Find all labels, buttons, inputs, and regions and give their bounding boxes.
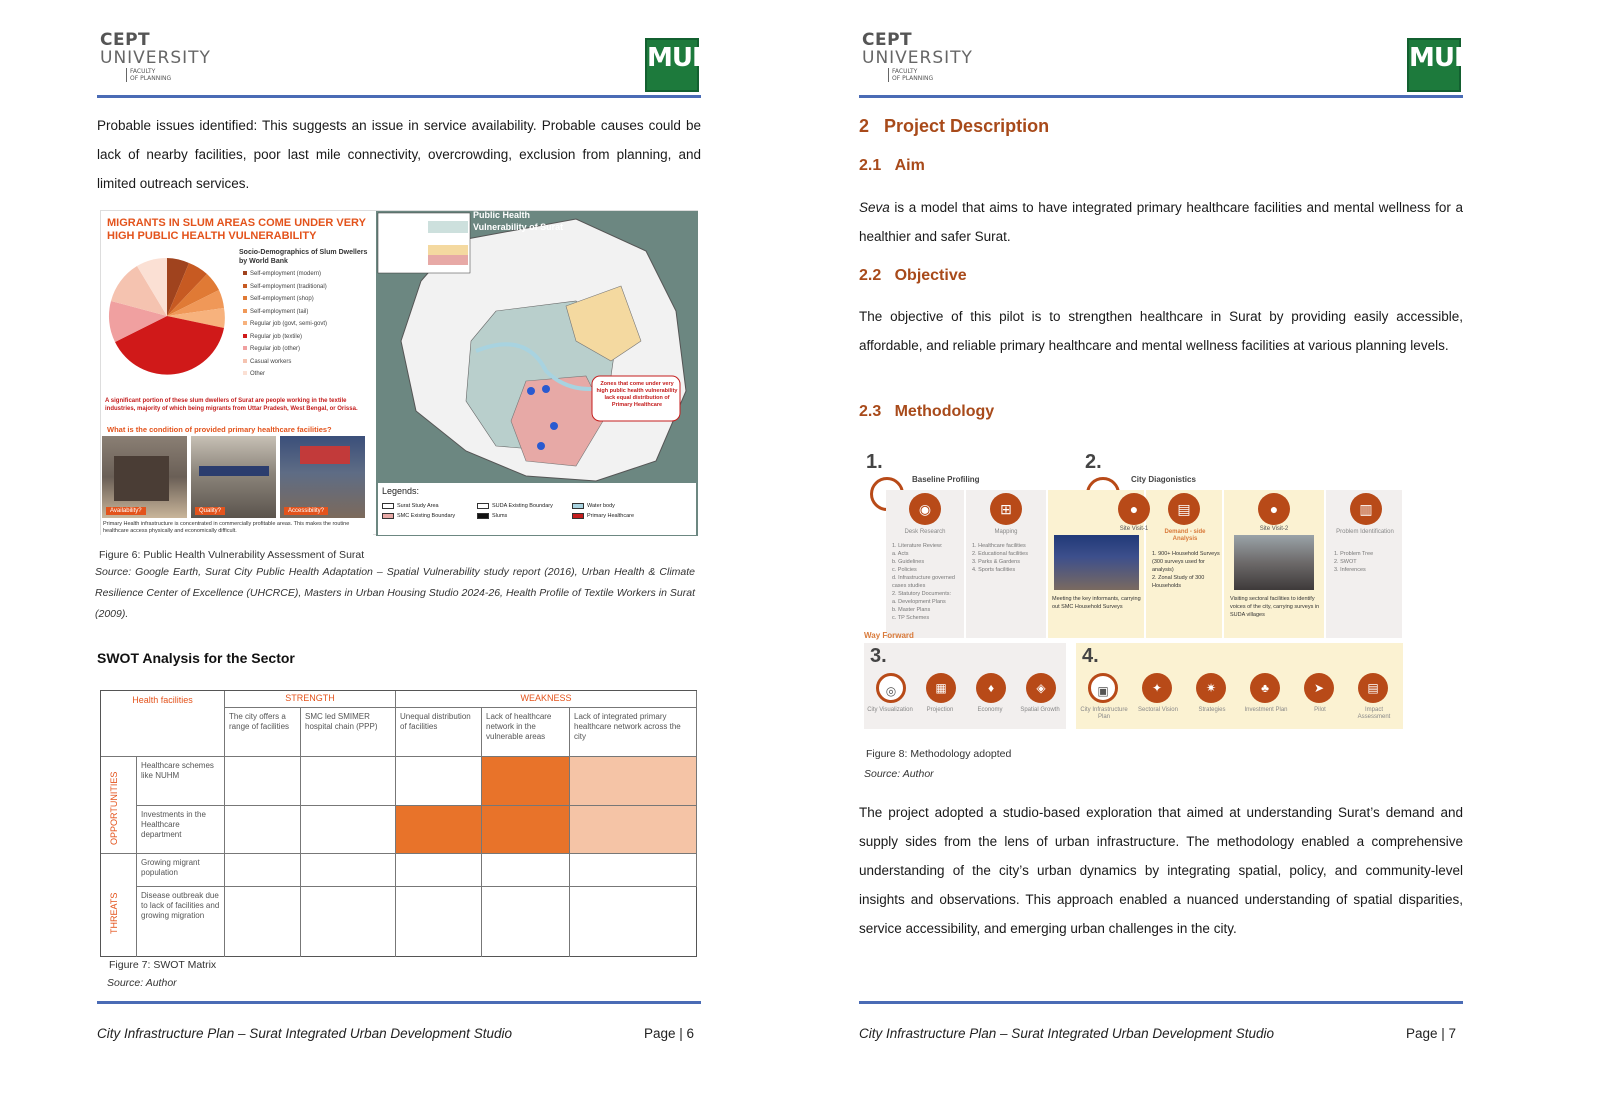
map-legend-item: SMC Existing Boundary <box>382 511 477 521</box>
pie-legend-item: Regular job (textile) <box>243 331 327 344</box>
legend-swatch <box>243 271 247 275</box>
desk-research-list <box>892 542 964 622</box>
intro-paragraph: Probable issues identified: This suggests an issue in service availability. Probable causes could be lack of nearby facilities, poor last mile connectivity, overcrowding, exclusion from planning, and limited outreach services. <box>97 118 701 191</box>
closing-paragraph: The project adopted a studio-based exploration that aimed at understanding Surat’s demand and supply sides from the lens of urban infrastructure. The methodology enabled a comprehensive understanding of the city’s urban dynamics by integrating spatial, policy, and community-level insights and observations. This approach enabled a nuanced understanding of spatial disparities, service accessibility, and emerging urban challenges in the city. <box>859 805 1463 936</box>
swot-col-4: Lack of healthcare network in the vulnerable areas <box>482 708 570 757</box>
pie-legend-item: Other <box>243 368 327 381</box>
facility-photo-1: Availability? <box>102 436 187 518</box>
map-legend-title: Legends: <box>382 486 420 496</box>
legend-swatch <box>243 334 247 338</box>
vulnerability-map <box>376 211 698 536</box>
bar-chart-icon: ▥ <box>1350 493 1382 525</box>
location-pin-icon: ● <box>1118 493 1150 525</box>
site-visit-photo-1 <box>1054 535 1139 590</box>
list-item: 2. Zonal Study of 300 Households <box>1152 575 1205 589</box>
list-item: cases studies <box>892 583 926 589</box>
mapping-list <box>972 542 1044 574</box>
site-visit-photo-2 <box>1234 535 1314 590</box>
swot-col-5: Lack of integrated primary healthcare network across the city <box>570 708 697 757</box>
swot-cell-highlight <box>570 757 697 806</box>
step-item-label: City Infrastructure Plan <box>1080 707 1128 720</box>
swot-cell-highlight <box>396 806 482 854</box>
header-rule <box>97 95 701 98</box>
legend-swatch <box>243 346 247 350</box>
page-number: Page | 7 <box>1406 1026 1457 1041</box>
map-legend-item: Water body <box>572 501 667 511</box>
way-forward-label: Way Forward <box>864 631 914 640</box>
page-number: Page | 6 <box>644 1026 695 1041</box>
list-item: c. Policies <box>892 567 917 573</box>
footer-rule <box>859 1001 1463 1004</box>
step-item-label: Projection <box>926 707 954 713</box>
map-legend-item: Surat Study Area <box>382 501 477 511</box>
step-item-icon: ✦ <box>1142 673 1172 703</box>
facility-photo-3: Accessibility? <box>280 436 365 518</box>
map-legend-item: SUDA Existing Boundary <box>477 501 572 511</box>
pie-chart <box>105 251 235 386</box>
swot-col-3: Unequal distribution of facilities <box>396 708 482 757</box>
step-item-icon: ◈ <box>1026 673 1056 703</box>
demand-list <box>1152 550 1220 590</box>
swot-cell-highlight <box>482 806 570 854</box>
step-item-icon: ♦ <box>976 673 1006 703</box>
swot-corner: Health facilities <box>101 691 225 757</box>
pie-legend-item: Self-employment (tail) <box>243 306 327 319</box>
swot-matrix <box>100 690 697 957</box>
step4-items <box>1078 671 1403 729</box>
objective-heading: 2.2 Objective <box>859 267 967 284</box>
list-item: 2. Statutory Documents: <box>892 591 951 597</box>
step-item-label: Impact Assessment <box>1357 707 1391 720</box>
strength-header: STRENGTH <box>225 691 396 708</box>
map-legend-item: Primary Healthcare <box>572 511 667 521</box>
pie-legend-item: Self-employment (shop) <box>243 293 327 306</box>
step-item-label: Pilot <box>1314 707 1326 713</box>
infrastructure-note: Primary Health infrastructure is concentrated in commercially profitable areas. This makes the routine healthcare access physically and economically difficult. <box>103 521 350 534</box>
map-icon: ⊞ <box>990 493 1022 525</box>
legend-swatch <box>243 359 247 363</box>
swot-heading: SWOT Analysis for the Sector <box>97 650 295 666</box>
figure-8-source: Source: Author <box>864 768 934 780</box>
swot-col-1: The city offers a range of facilities <box>225 708 301 757</box>
legend-swatch <box>243 309 247 313</box>
legend-swatch <box>243 284 247 288</box>
step-item-label: Economy <box>977 707 1003 713</box>
swot-row-1: Healthcare schemes like NUHM <box>137 757 225 806</box>
cept-university-logo: CEPT UNIVERSITY FACULTY OF PLANNING <box>862 30 973 82</box>
step-item-icon: ▤ <box>1358 673 1388 703</box>
list-item: 1. 900+ Household Surveys <box>1152 551 1220 557</box>
figure-7-caption: Figure 7: SWOT Matrix <box>109 959 217 971</box>
step-item-label: Strategies <box>1198 707 1226 713</box>
facility-photo-2: Quality? <box>191 436 276 518</box>
methodology-heading: 2.3 Methodology <box>859 403 995 420</box>
list-item: 2. Educational facilities <box>972 551 1028 557</box>
location-pin-icon: ● <box>1258 493 1290 525</box>
pie-legend-item: Regular job (other) <box>243 343 327 356</box>
list-item: a. Development Plans <box>892 599 946 605</box>
list-item: 2. SWOT <box>1334 559 1357 565</box>
mui-logo: MUI <box>645 38 699 92</box>
pie-legend <box>243 268 327 381</box>
step-item-label: Investment Plan <box>1244 707 1288 713</box>
legend-swatch <box>243 321 247 325</box>
step-item-label: Spatial Growth <box>1020 707 1060 713</box>
list-item: 4. Sports facilities <box>972 567 1016 573</box>
threats-label-cell: THREATS <box>101 854 137 957</box>
map-legend <box>382 501 682 521</box>
opportunities-label-cell: OPPORTUNITIES <box>101 757 137 854</box>
pie-legend-item: Self-employment (modern) <box>243 268 327 281</box>
figure-8-caption: Figure 8: Methodology adopted <box>866 748 1012 760</box>
list-item: (300 surveys used for analysis) <box>1152 559 1205 573</box>
map-legend-item: Slums <box>477 511 572 521</box>
footer-title: City Infrastructure Plan – Surat Integrated Urban Development Studio <box>97 1026 512 1041</box>
pie-legend-item: Self-employment (traditional) <box>243 281 327 294</box>
step-item-icon: ◎ <box>876 673 906 703</box>
step-item-label: City Visualization <box>867 707 913 713</box>
objective-paragraph: The objective of this pilot is to strengthen healthcare in Surat by providing easily accessible, affordable, and reliable primary healthcare and mental wellness facilities at various planning levels. <box>859 309 1463 353</box>
swot-row-3: Growing migrant population <box>137 854 225 887</box>
figure-6-vulnerability-assessment <box>100 210 698 535</box>
list-item: c. TP Schemes <box>892 615 930 621</box>
footer-title: City Infrastructure Plan – Surat Integrated Urban Development Studio <box>859 1026 1274 1041</box>
list-item: d. Infrastructure governed <box>892 575 955 581</box>
list-item: 1. Problem Tree <box>1334 551 1374 557</box>
list-item: 1. Literature Review: <box>892 543 943 549</box>
footer-rule <box>97 1001 701 1004</box>
list-item: b. Master Plans <box>892 607 931 613</box>
pie-legend-item: Regular job (govt, semi-govt) <box>243 318 327 331</box>
problem-list <box>1334 550 1400 574</box>
step-item-icon: ♣ <box>1250 673 1280 703</box>
swot-col-2: SMC led SMIMER hospital chain (PPP) <box>301 708 396 757</box>
desk-research-icon: ◉ <box>909 493 941 525</box>
figure-headline: MIGRANTS IN SLUM AREAS COME UNDER VERY HIGH PUBLIC HEALTH VULNERABILITY <box>107 217 366 242</box>
mui-logo: MUI <box>1407 38 1461 92</box>
step-item-icon: ✷ <box>1196 673 1226 703</box>
swot-row-4: Disease outbreak due to lack of facilities and growing migration <box>137 887 225 957</box>
step-item-icon: ➤ <box>1304 673 1334 703</box>
step-item-label: Sectoral Vision <box>1138 707 1178 713</box>
figure-6-source: Source: Google Earth, Surat City Public Health Adaptation – Spatial Vulnerability study report (2016), Urban Health & Climate Resilience Center of Excellence (UHCRCE), Masters in Urban Housing Studio 2024-26, Health Profile of Textile Workers in Surat (2009). <box>95 566 695 620</box>
swot-cell-highlight <box>482 757 570 806</box>
section-heading: 2 Project Description <box>859 116 1050 136</box>
list-item: a. Acts <box>892 551 909 557</box>
facility-question: What is the condition of provided primary healthcare facilities? <box>107 425 332 434</box>
list-item: 1. Healthcare facilities <box>972 543 1026 549</box>
map-title: Public Health Vulnerability of Surat <box>473 211 564 232</box>
cept-university-logo: CEPT UNIVERSITY FACULTY OF PLANNING <box>100 30 211 82</box>
aim-paragraph: Seva is a model that aims to have integrated primary healthcare facilities and mental wellness for a healthier and safer Surat. <box>859 200 1463 244</box>
page-7 <box>800 0 1600 1119</box>
pie-legend-item: Casual workers <box>243 356 327 369</box>
methodology-figure: 1. Baseline Profiling 2. City Diagonistics ◉ Desk Research 1. Literature Review: a. Acts b. Guidelines c. Policies d. Infrastructure governed cases studies 2. Statutory Documents: a. Development Plans b. Master Plans c. TP Schemes ⊞ Mapping 1. Healthcare facilities 2. Educational facilities 3. Parks & Gardens 4. Sports facilities ● Site Visit-1 Meeting the key informants, carrying out SMC Household Surveys ▤ Demand - side Analysis 1. 900+ Household Surveys (300 surveys used for analysis) 2. Zonal Study of 300 Households ● Site Visit-2 Visiting sectoral facilities to identify voices of the city, carrying surveys in SUDA villages ▥ Problem Identification 1. Problem Tree 2. SWOT 3. Inferences Way Forward 3. 4. ◎ City Visualization ▦ Projection ♦ Economy ◈ Spatial Growth ▣ City Infrastructure Plan ✦ Sectoral Vision ✷ Strategies ♣ Investment Plan ➤ Pilot ▤ Impact Assessment <box>864 445 1444 745</box>
weakness-header: WEAKNESS <box>396 691 697 708</box>
list-item: 3. Inferences <box>1334 567 1366 573</box>
swot-cell-highlight <box>570 806 697 854</box>
step-item-icon: ▦ <box>926 673 956 703</box>
swot-row-2: Investments in the Healthcare department <box>137 806 225 854</box>
step-item-icon: ▣ <box>1088 673 1118 703</box>
list-item: 3. Parks & Gardens <box>972 559 1020 565</box>
figure-6-caption: Figure 6: Public Health Vulnerability Assessment of Surat <box>99 549 365 561</box>
map-callout: Zones that come under very high public health vulnerability lack equal distribution of Primary Healthcare <box>596 381 678 408</box>
document-search-icon: ▤ <box>1168 493 1200 525</box>
socio-title: Socio-Demographics of Slum Dwellers by World Bank <box>239 249 368 265</box>
legend-swatch <box>243 371 247 375</box>
header-rule <box>859 95 1463 98</box>
list-item: b. Guidelines <box>892 559 925 565</box>
aim-heading: 2.1 Aim <box>859 157 925 174</box>
step3-items <box>866 671 1066 729</box>
migrant-note: A significant portion of these slum dwellers of Surat are people working in the textile industries, majority of which being migrants from Uttar Pradesh, West Bengal, or Orissa. <box>105 398 358 412</box>
legend-swatch <box>243 296 247 300</box>
figure-7-source: Source: Author <box>107 977 177 989</box>
